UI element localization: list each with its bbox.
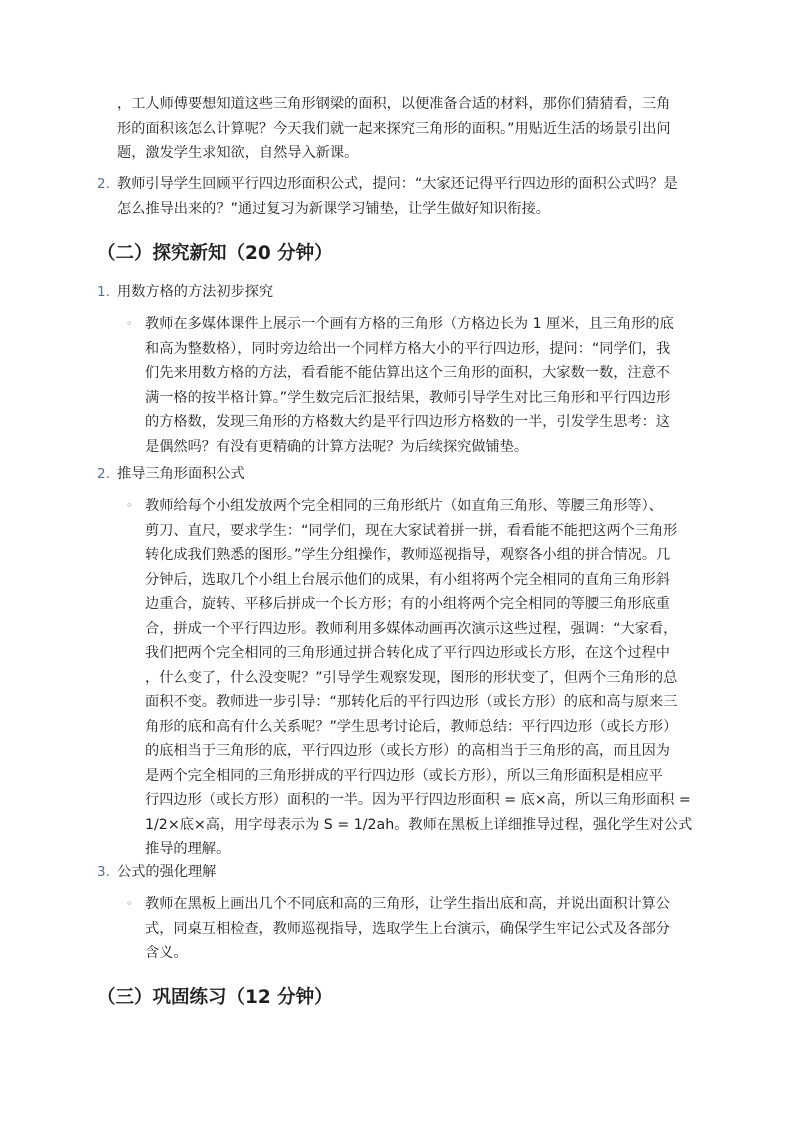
text-line: 怎么推导出来的？”通过复习为新课学习铺垫，让学生做好知识衔接。 — [117, 200, 550, 217]
list-item-text — [117, 172, 678, 221]
text-line: 是两个完全相同的三角形拼成的平行四边形（或长方形），所以三角形面积是相应平 — [145, 767, 663, 784]
list-number: 2. — [97, 176, 110, 192]
intro-paragraph — [117, 92, 671, 166]
list-item-title: 用数方格的方法初步探究 — [117, 284, 274, 300]
bullet-icon: ◦ — [126, 317, 133, 330]
text-line: 满一格的按半格计算。”学生数完后汇报结果，教师引导学生对比三角形和平行四边形 — [145, 389, 671, 406]
text-line: 们先来用数方格的方法，看看能不能估算出这个三角形的面积，大家数一数，注意不 — [145, 365, 670, 381]
text-line: 合，拼成一个平行四边形。教师利用多媒体动画再次演示这些过程，强调：“大家看， — [145, 620, 678, 637]
sub-item-text — [145, 892, 670, 966]
text-line: 式，同桌互相检查，教师巡视指导，选取学生上台演示，确保学生牢记公式及各部分 — [145, 920, 670, 937]
text-line: ，工人师傅要想知道这些三角形钢梁的面积，以便准备合适的材料，那你们猜猜看，三角 — [117, 96, 671, 112]
section-heading: （三）巩固练习（12 分钟） — [97, 987, 333, 1008]
bullet-icon: ◦ — [126, 499, 133, 512]
sub-item-text — [145, 312, 674, 459]
text-line: 转化成我们熟悉的图形。”学生分组操作，教师巡视指导，观察各小组的拼合情况。几 — [145, 547, 671, 563]
text-line: 边重合，旋转、平移后拼成一个长方形；有的小组将两个完全相同的等腰三角形底重 — [145, 596, 670, 612]
text-line: 教师引导学生回顾平行四边形面积公式，提问：“大家还记得平行四边形的面积公式吗？是 — [117, 176, 678, 192]
text-line: 推导的理解。 — [145, 841, 231, 857]
list-item-title: 公式的强化理解 — [117, 864, 217, 880]
text-line: 面积不变。教师进一步引导：“那转化后的平行四边形（或长方形）的底和高与原来三 — [145, 694, 678, 710]
text-line: 形的面积该怎么计算呢？今天我们就一起来探究三角形的面积。”用贴近生活的场景引出问 — [117, 120, 671, 137]
list-number: 1. — [97, 284, 110, 300]
text-line: 的底相当于三角形的底，平行四边形（或长方形）的高相当于三角形的高，而且因为 — [145, 743, 670, 759]
text-line: 教师在多媒体课件上展示一个画有方格的三角形（方格边长为 1 厘米，且三角形的底 — [145, 316, 674, 332]
text-line: 含义。 — [145, 945, 188, 961]
text-line: 教师给每个小组发放两个完全相同的三角形纸片（如直角三角形、等腰三角形等）、 — [145, 498, 663, 514]
text-line: 剪刀、直尺，要求学生：“同学们，现在大家试着拼一拼，看看能不能把这两个三角形 — [145, 522, 678, 539]
text-line: ，什么变了，什么没变呢？”引导学生观察发现，图形的形状变了，但两个三角形的总 — [145, 669, 678, 686]
list-number: 2. — [97, 466, 110, 482]
text-line: 我们把两个完全相同的三角形通过拼合转化成了平行四边形或长方形，在这个过程中 — [145, 645, 670, 661]
text-line: 行四边形（或长方形）面积的一半。因为平行四边形面积 = 底×高，所以三角形面积 = — [145, 792, 691, 808]
text-line: 教师在黑板上画出几个不同底和高的三角形，让学生指出底和高，并说出面积计算公 — [145, 896, 670, 912]
sub-item-text — [145, 494, 692, 862]
text-line: 1/2×底×高，用字母表示为 S = 1/2ah。教师在黑板上详细推导过程，强化学生对公式 — [145, 816, 693, 833]
text-line: 是偶然吗？有没有更精确的计算方法呢？为后续探究做铺垫。 — [145, 438, 529, 455]
text-line: 的方格数，发现三角形的方格数大约是平行四边形方格数的一半，引发学生思考：这 — [145, 414, 670, 430]
bullet-icon: ◦ — [126, 897, 133, 910]
text-line: 角形的底和高有什么关系呢？”学生思考讨论后，教师总结：平行四边形（或长方形） — [145, 718, 678, 735]
list-number: 3. — [97, 864, 110, 880]
text-line: 题，激发学生求知欲，自然导入新课。 — [117, 145, 359, 161]
list-item-title: 推导三角形面积公式 — [117, 466, 245, 482]
text-line: 和高为整数格），同时旁边给出一个同样方格大小的平行四边形，提问：“同学们，我 — [145, 340, 671, 357]
text-line: 分钟后，选取几个小组上台展示他们的成果，有小组将两个完全相同的直角三角形斜 — [145, 571, 670, 588]
section-heading: （二）探究新知（20 分钟） — [97, 243, 333, 264]
